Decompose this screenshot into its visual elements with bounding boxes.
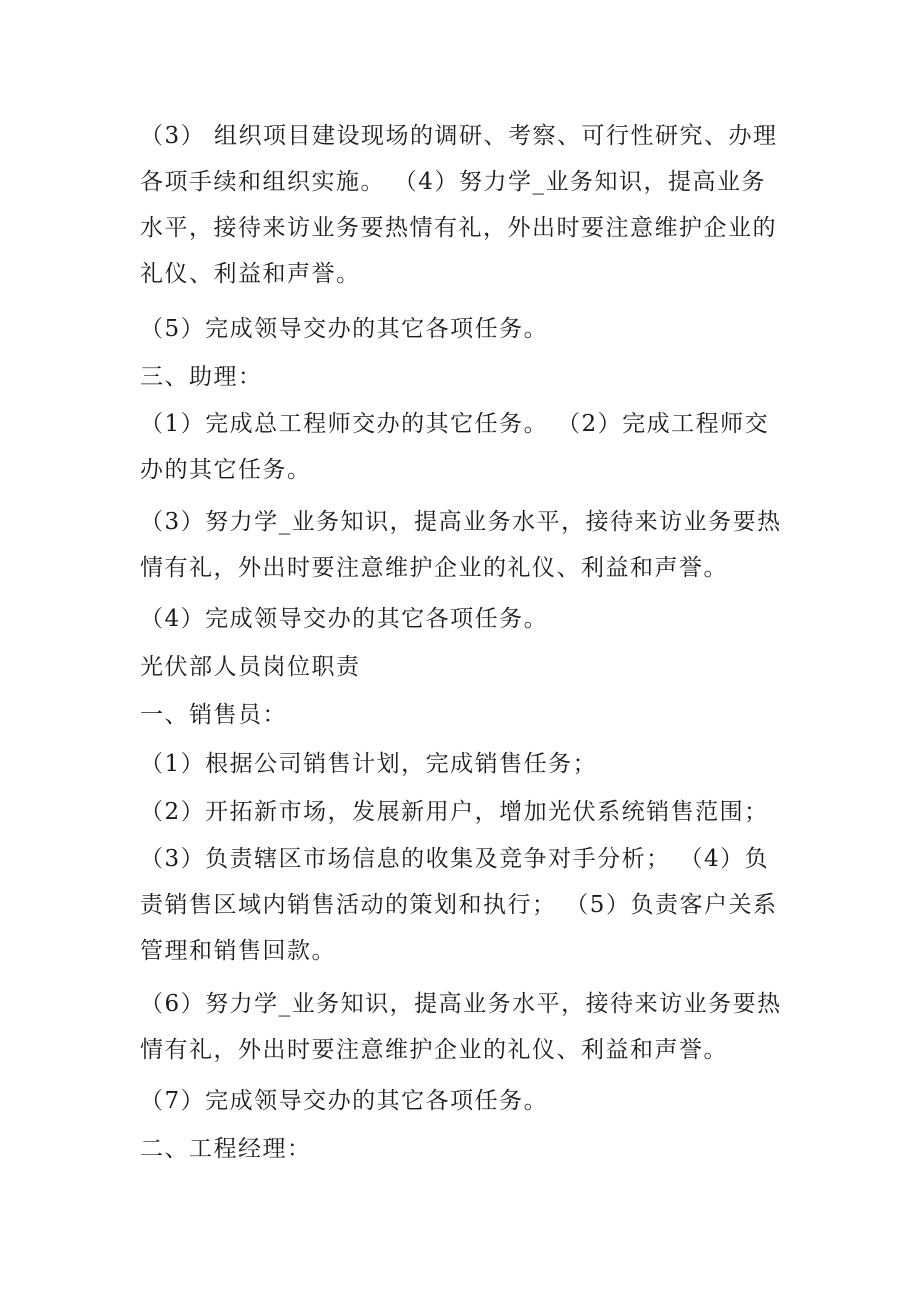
- paragraph-assistant-item3: [140, 499, 790, 591]
- section-heading-salesperson: [140, 692, 790, 738]
- text-line: 各项手续和组织实施。 （4）努力学_业务知识，提高业务: [140, 169, 766, 195]
- text-line: （6）努力学_业务知识，提高业务水平，接待来访业务要热: [140, 991, 782, 1017]
- text-line: 一、销售员：: [140, 702, 287, 728]
- text-line: 情有礼，外出时要注意维护企业的礼仪、利益和声誉。: [140, 1037, 728, 1063]
- paragraph-assistant-item4: [140, 596, 790, 642]
- text-line: 水平，接待来访业务要热情有礼，外出时要注意维护企业的: [140, 215, 777, 241]
- paragraph-sales-item1: [140, 741, 790, 787]
- text-line: 办的其它任务。: [140, 457, 312, 483]
- text-line: （1）根据公司销售计划，完成销售任务；: [140, 751, 598, 777]
- paragraph-sales-item6: [140, 981, 790, 1073]
- paragraph-sales-item7: [140, 1078, 790, 1124]
- text-line: 三、助理：: [140, 364, 263, 390]
- paragraph-sales-item2: [140, 789, 790, 835]
- text-line: （4）完成领导交办的其它各项任务。: [140, 606, 549, 632]
- paragraph-item3-project-organization: [140, 113, 790, 297]
- section-title-pv-department: [140, 644, 790, 690]
- paragraph-item5-leader-tasks: [140, 306, 790, 352]
- section-heading-assistant: [140, 354, 790, 400]
- text-line: 礼仪、利益和声誉。: [140, 261, 361, 287]
- text-line: （3）负责辖区市场信息的收集及竞争对手分析； （4）负: [140, 846, 770, 872]
- text-line: （3） 组织项目建设现场的调研、考察、可行性研究、办理: [140, 123, 778, 149]
- text-line: 光伏部人员岗位职责: [140, 654, 361, 680]
- section-heading-engineering-manager: [140, 1126, 790, 1172]
- paragraph-assistant-items-1-2: [140, 401, 790, 493]
- text-line: 情有礼，外出时要注意维护企业的礼仪、利益和声誉。: [140, 555, 728, 581]
- text-line: 管理和销售回款。: [140, 938, 336, 964]
- text-line: （5）完成领导交办的其它各项任务。: [140, 316, 549, 342]
- text-line: （3）努力学_业务知识，提高业务水平，接待来访业务要热: [140, 509, 782, 535]
- text-line: （2）开拓新市场，发展新用户，增加光伏系统销售范围；: [140, 799, 769, 825]
- text-line: （7）完成领导交办的其它各项任务。: [140, 1088, 549, 1114]
- paragraph-sales-items-3-5: [140, 836, 790, 974]
- text-line: （1）完成总工程师交办的其它任务。 （2）完成工程师交: [140, 411, 770, 437]
- text-line: 责销售区域内销售活动的策划和执行； （5）负责客户关系: [140, 892, 778, 918]
- text-line: 二、工程经理：: [140, 1136, 312, 1162]
